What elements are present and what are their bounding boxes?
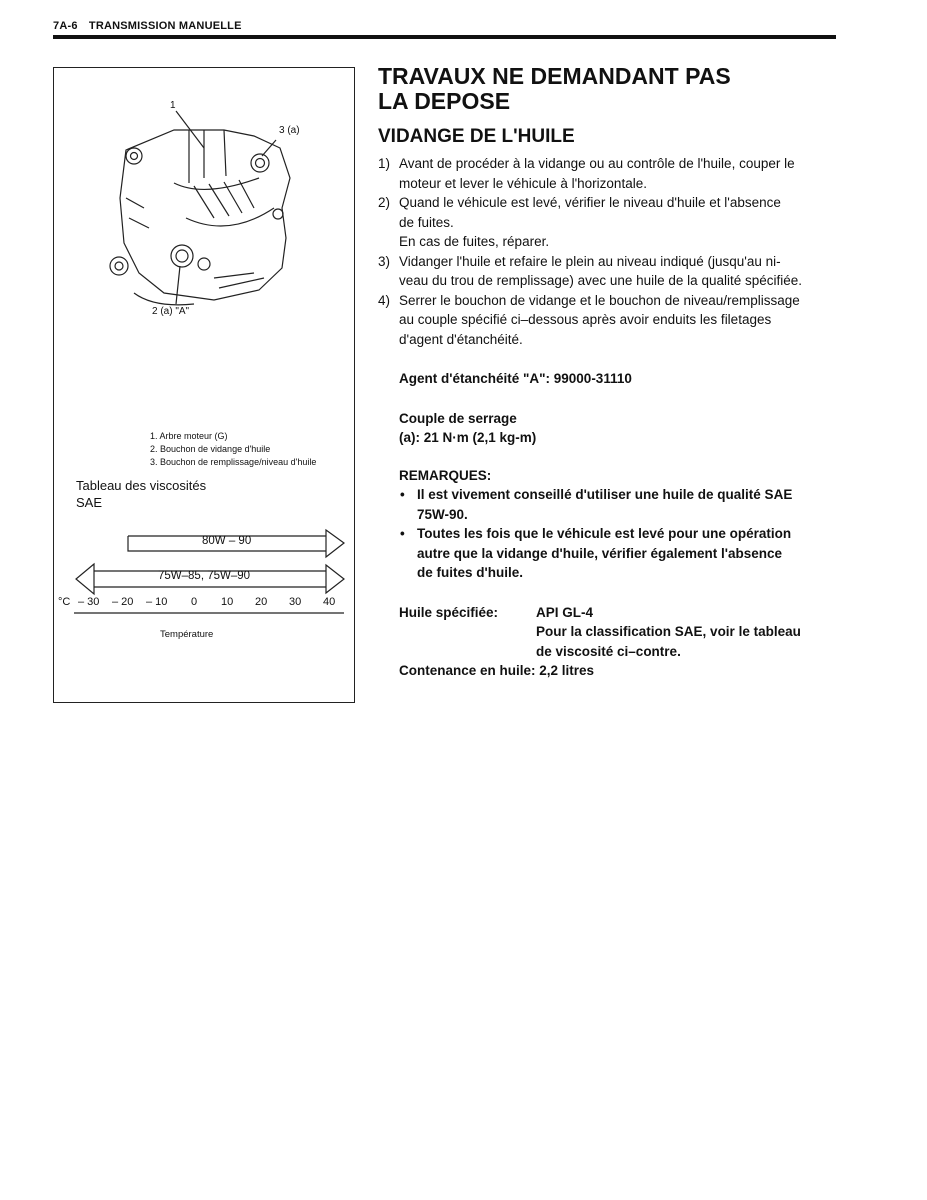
viscosity-bar-75w: 75W–85, 75W–90 xyxy=(158,570,251,582)
oil-details xyxy=(536,603,801,662)
procedure-step xyxy=(378,252,834,291)
remark-line: Toutes les fois que le véhicule est levé pour une opération xyxy=(417,526,792,541)
temperature-tick: 10 xyxy=(221,596,234,608)
torque-value: (a): 21 N·m (2,1 kg-m) xyxy=(399,430,537,445)
figure-legend xyxy=(150,430,316,469)
procedure-steps xyxy=(378,154,834,349)
oil-line: API GL-4 xyxy=(536,604,594,620)
title-line: LA DEPOSE xyxy=(378,88,511,114)
page-title xyxy=(378,64,834,114)
temperature-tick: – 30 xyxy=(78,596,100,608)
procedure-step xyxy=(378,291,834,350)
page-header xyxy=(53,20,242,32)
chapter-title: TRANSMISSION MANUELLE xyxy=(88,20,242,32)
remark-line: Il est vivement conseillé d'utiliser une huile de qualité SAE xyxy=(417,487,793,502)
remarks-title: REMARQUES: xyxy=(399,467,492,483)
step-line: Serrer le bouchon de vidange et le bouchon de niveau/remplissage xyxy=(399,292,800,308)
bullet-icon: • xyxy=(400,526,405,541)
legend-item: 3. Bouchon de remplissage/niveau d'huile xyxy=(150,457,317,467)
figure-box xyxy=(53,67,355,703)
remark-line: de fuites d'huile. xyxy=(417,565,523,580)
temperature-tick: 30 xyxy=(289,596,302,608)
callout-shaft: 1 xyxy=(170,100,176,111)
remark-line: 75W-90. xyxy=(417,506,468,522)
remarks-list xyxy=(378,485,834,583)
callout-drain-plug: 2 (a) "A" xyxy=(152,306,190,317)
temperature-tick: 40 xyxy=(323,596,336,608)
temperature-tick: – 20 xyxy=(112,596,134,608)
viscosity-title-line: SAE xyxy=(76,495,103,510)
oil-line: de viscosité ci–contre. xyxy=(536,643,681,659)
step-line: de fuites. xyxy=(399,214,454,230)
step-number: 1) xyxy=(378,156,391,171)
step-number: 2) xyxy=(378,195,391,210)
viscosity-table-title xyxy=(76,477,206,511)
step-line: Vidanger l'huile et refaire le plein au niveau indiqué (jusqu'au ni- xyxy=(399,253,781,269)
legend-item: 2. Bouchon de vidange d'huile xyxy=(150,444,271,454)
callout-fill-plug: 3 (a) xyxy=(279,125,300,136)
title-line: TRAVAUX NE DEMANDANT PAS xyxy=(378,63,731,89)
temperature-tick: – 10 xyxy=(146,596,168,608)
step-line: moteur et lever le véhicule à l'horizontale. xyxy=(399,175,647,191)
header-rule xyxy=(53,35,836,39)
section-subtitle: VIDANGE DE L'HUILE xyxy=(378,126,575,147)
step-line: Avant de procéder à la vidange ou au contrôle de l'huile, couper le xyxy=(399,156,795,171)
oil-line: Pour la classification SAE, voir le tableau xyxy=(536,624,801,639)
step-line: En cas de fuites, réparer. xyxy=(399,234,550,249)
specified-oil xyxy=(378,603,834,662)
step-number: 4) xyxy=(378,292,391,308)
torque-title: Couple de serrage xyxy=(399,410,517,426)
step-line: veau du trou de remplissage) avec une huile de la qualité spécifiée. xyxy=(399,273,803,288)
remark-item xyxy=(378,524,834,583)
procedure-step xyxy=(378,154,834,193)
section-number: 7A-6 xyxy=(53,20,78,32)
legend-item: 1. Arbre moteur (G) xyxy=(150,431,228,441)
temperature-unit: °C xyxy=(58,596,71,608)
oil-capacity: Contenance en huile: 2,2 litres xyxy=(399,663,595,678)
main-content xyxy=(378,64,834,681)
oil-label: Huile spécifiée: xyxy=(399,604,499,620)
procedure-step xyxy=(378,193,834,252)
step-line: Quand le véhicule est levé, vérifier le niveau d'huile et l'absence xyxy=(399,195,781,210)
bullet-icon: • xyxy=(400,487,405,502)
step-line: au couple spécifié ci–dessous après avoir enduits les filetages xyxy=(399,312,772,327)
temperature-tick: 0 xyxy=(191,596,198,608)
remark-item xyxy=(378,485,834,524)
sealant-spec: Agent d'étanchéité "A": 99000-31110 xyxy=(399,371,632,386)
temperature-tick: 20 xyxy=(255,596,268,608)
transmission-drawing xyxy=(54,68,356,704)
temperature-axis-label: Température xyxy=(160,629,214,640)
step-number: 3) xyxy=(378,253,391,269)
viscosity-bar-80w90: 80W – 90 xyxy=(202,535,252,547)
viscosity-title-line: Tableau des viscosités xyxy=(76,478,207,493)
step-line: d'agent d'étanchéité. xyxy=(399,331,523,347)
remark-line: autre que la vidange d'huile, vérifier également l'absence xyxy=(417,545,783,561)
